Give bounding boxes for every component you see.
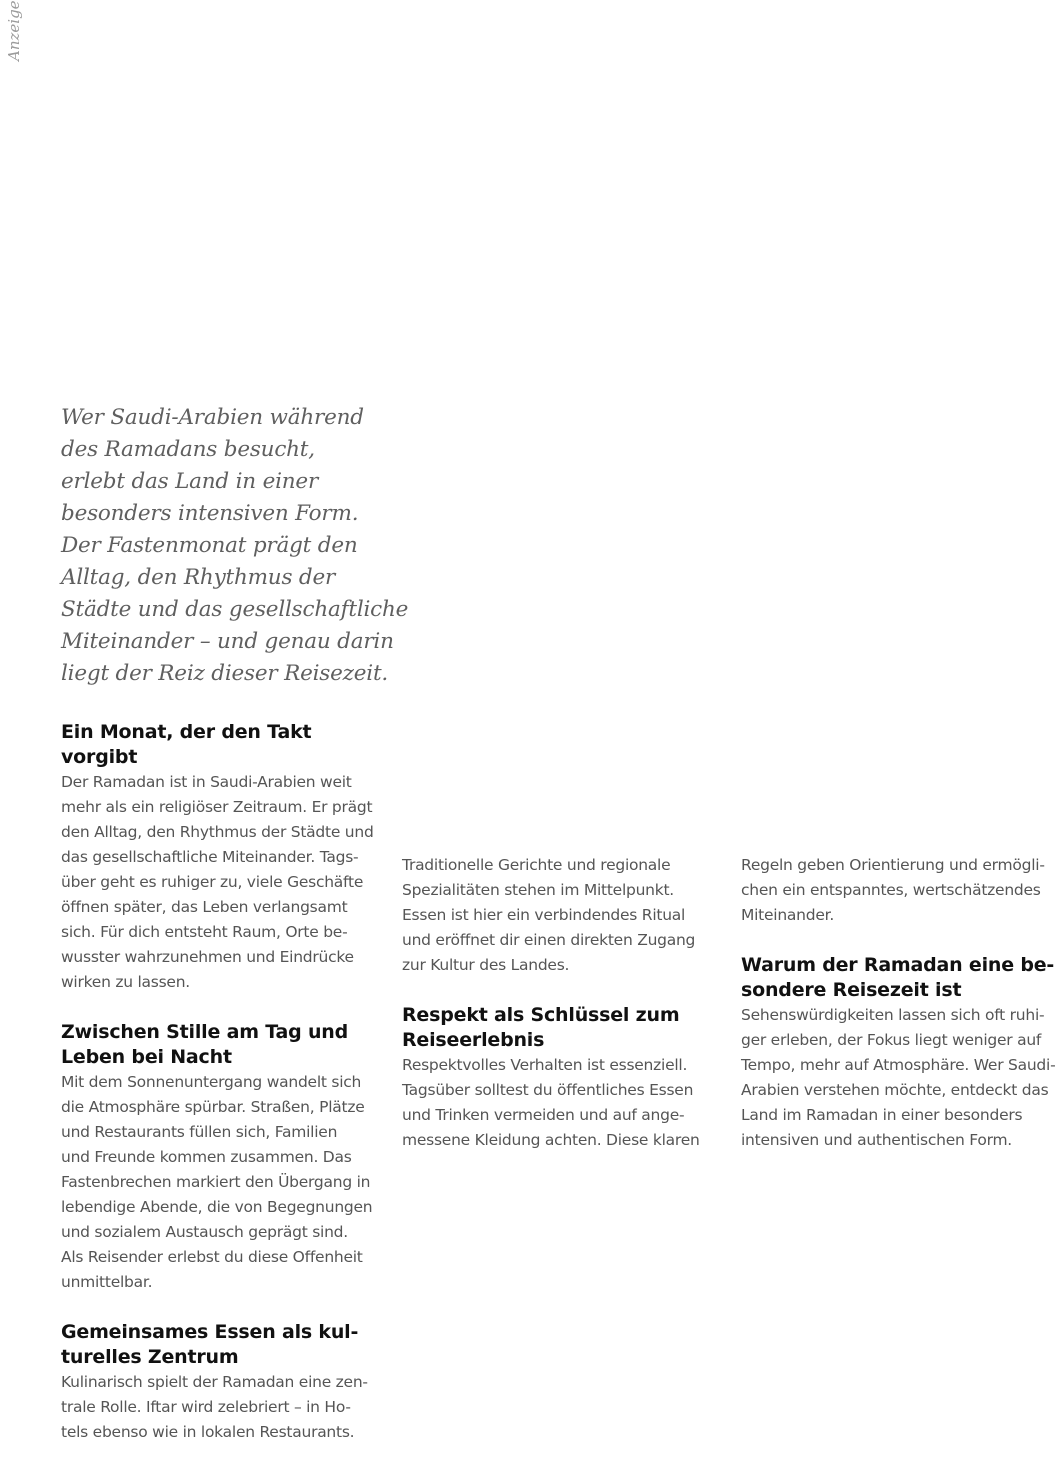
lead-line: erlebt das Land in einer: [61, 469, 319, 494]
column-1: [61, 720, 381, 1445]
section-heading-takt: Ein Monat, der den Takt vorgibt: [61, 721, 312, 768]
advertisement-label: Anzeige: [5, 0, 23, 61]
section-body-essen-continued: Traditionelle Gerichte und regionale Spezialitäten stehen im Mittelpunkt. Essen ist hier ein verbindendes Ritual und eröffnet dir einen direkten Zugang zur Kultur des Landes.: [402, 856, 696, 974]
column-2: [402, 853, 712, 1153]
lead-line: Alltag, den Rhythmus der: [61, 565, 336, 590]
section-heading-essen: Gemeinsames Essen als kul- turelles Zentrum: [61, 1321, 359, 1368]
lead-line: liegt der Reiz dieser Reisezeit.: [61, 661, 389, 686]
section-body-stille: Mit dem Sonnenuntergang wandelt sich die Atmosphäre spürbar. Straßen, Plätze und Restaurants füllen sich, Familien und Freunde kommen zusammen. Das Fastenbrechen markiert den Übergang in lebendige Abende, die von Begegnungen und sozialem Austausch geprägt sind. Als Reisender erlebst du diese Offenheit unmittelbar.: [61, 1073, 373, 1291]
lead-line: besonders intensiven Form.: [61, 501, 359, 526]
lead-line: Der Fastenmonat prägt den: [61, 533, 358, 558]
section-body-takt: Der Ramadan ist in Saudi-Arabien weit mehr als ein religiöser Zeitraum. Er prägt den Alltag, den Rhythmus der Städte und das gesellschaftliche Miteinander. Tags- über geht es ruhiger zu, viele Geschäfte öffnen später, das Leben verlangsamt sich. Für dich entsteht Raum, Orte be- wusster wahrzunehmen und Eindrücke wirken zu lassen.: [61, 773, 374, 991]
lead-line: des Ramadans besucht,: [61, 437, 315, 462]
column-3: [741, 853, 1058, 1153]
section-body-warum: Sehenswürdigkeiten lassen sich oft ruhi- ger erleben, der Fokus liegt weniger auf Tempo, mehr auf Atmosphäre. Wer Saudi- Arabien verstehen möchte, entdeckt das Land im Ramadan in einer besonders intensiven und authentischen Form.: [741, 1006, 1056, 1149]
section-heading-stille: Zwischen Stille am Tag und Leben bei Nacht: [61, 1021, 349, 1068]
section-heading-respekt: Respekt als Schlüssel zum Reiseerlebnis: [402, 1004, 680, 1051]
section-heading-warum: Warum der Ramadan eine be- sondere Reisezeit ist: [741, 954, 1055, 1001]
lead-line: Miteinander – und genau darin: [61, 629, 394, 654]
section-body-respekt: Respektvolles Verhalten ist essenziell. Tagsüber solltest du öffentliches Essen und Trinken vermeiden und auf ange- messene Kleidung achten. Diese klaren: [402, 1056, 700, 1149]
section-body-respekt-continued: Regeln geben Orientierung und ermögli- chen ein entspanntes, wertschätzendes Miteinander.: [741, 856, 1045, 924]
section-body-essen: Kulinarisch spielt der Ramadan eine zen- trale Rolle. Iftar wird zelebriert – in Ho- tels ebenso wie in lokalen Restaurants.: [61, 1373, 368, 1441]
lead-paragraph: [61, 402, 409, 690]
lead-line: Städte und das gesellschaftliche: [61, 597, 409, 622]
lead-line: Wer Saudi-Arabien während: [61, 405, 364, 430]
